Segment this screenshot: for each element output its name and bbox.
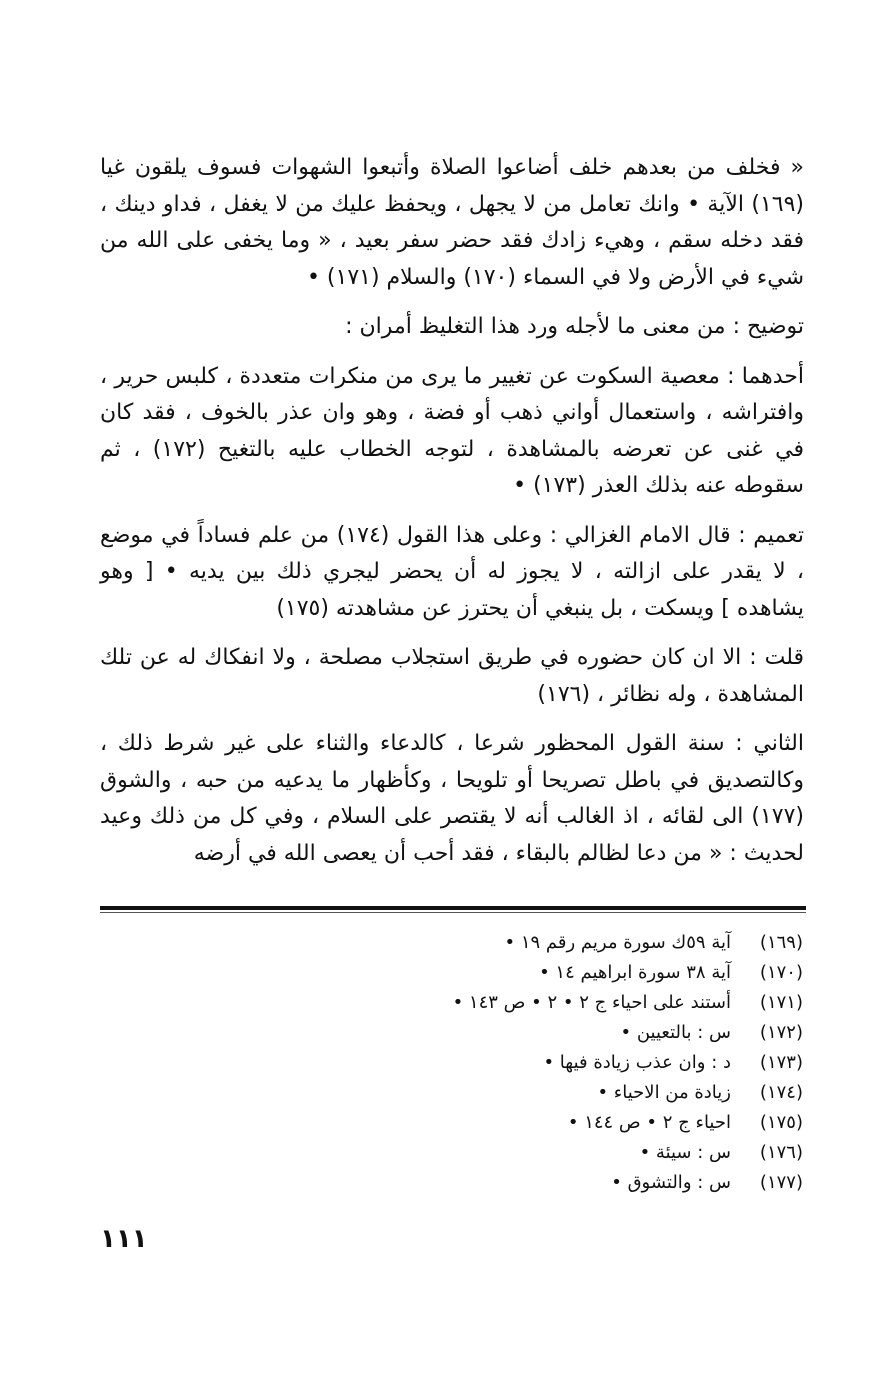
- footnote: [180, 1018, 803, 1048]
- footnote-text: س : والتشوق •: [611, 1172, 731, 1193]
- paragraph: توضيح : من معنى ما لأجله ورد هذا التغليظ أمران :: [345, 314, 804, 339]
- footnote-number: (١٧٤): [759, 1082, 803, 1103]
- paragraph: تعميم : قال الامام الغزالي : وعلى هذا القول (١٧٤) من علم فساداً في موضع ، لا يقدر على ازالته ، لا يجوز له أن يحضر ليجري ذلك بين يديه • [ وهو يشاهده ] ويسكت ، بل ينبغي أن يحترز عن مشاهدته (١٧٥): [100, 522, 805, 621]
- footnote-number: (١٧٦): [759, 1142, 803, 1163]
- paragraph: قلت : الا ان كان حضوره في طريق استجلاب مصلحة ، ولا انفكاك له عن تلك المشاهدة ، وله نظائر ، (١٧٦): [100, 645, 804, 707]
- footnote-number: (١٦٩): [759, 932, 803, 953]
- footnote-number: (١٧٣): [759, 1052, 803, 1073]
- paragraph: « فخلف من بعدهم خلف أضاعوا الصلاة وأتبعوا الشهوات فسوف يلقون غيا (١٦٩) الآية • وانك تعامل من لا يجهل ، ويحفظ عليك من لا يغفل ، فداو دينك ، فقد دخله سقم ، وهيء زادك فقد حضر سفر بعيد ، « وما يخفى على الله من شيء في الأرض ولا في السماء (١٧٠) والسلام (١٧١) •: [100, 155, 804, 290]
- footnote: [180, 958, 803, 988]
- footnote: [180, 928, 803, 958]
- footnote: [180, 988, 803, 1018]
- footnote: [180, 1138, 803, 1168]
- footnote-text: آية ٣٨ سورة ابراهيم ١٤ •: [539, 962, 731, 983]
- footnote: [180, 1078, 803, 1108]
- footnote-text: س : سيئة •: [639, 1142, 731, 1163]
- footnote: [180, 1168, 803, 1198]
- paragraph: الثاني : سنة القول المحظور شرعا ، كالدعاء والثناء على غير شرط ذلك ، وكالتصديق في باطل تصريحا أو تلويحا ، وكأظهار ما يدعيه من حبه ، والشوق (١٧٧) الى لقائه ، اذ الغالب أنه لا يقتصر على السلام ، وفي كل من ذلك وعيد لحديث : « من دعا لظالم بالبقاء ، فقد أحب أن يعصى الله في أرضه: [100, 731, 804, 866]
- footnote: [180, 1108, 803, 1138]
- paragraph: أحدهما : معصية السكوت عن تغيير ما يرى من منكرات متعددة ، كلبس حرير ، وافتراشه ، واستعمال أواني ذهب أو فضة ، وهو وان عذر بالخوف ، فقد كان في غنى عن تعرضه بالمشاهدة ، لتوجه الخطاب عليه بالتغيح (١٧٢) ، ثم سقوطه عنه بذلك العذر (١٧٣) •: [100, 363, 804, 498]
- footnote-text: زيادة من الاحياء •: [597, 1082, 731, 1103]
- footnote-number: (١٧١): [759, 992, 803, 1013]
- page-number: ١١١: [100, 1224, 148, 1254]
- footnote-number: (١٧٢): [759, 1022, 803, 1043]
- footnote-divider: [100, 906, 806, 910]
- footnotes-list: [180, 928, 803, 1198]
- footnote: [180, 1048, 803, 1078]
- footnote-text: احياء ج ٢ • ص ١٤٤ •: [567, 1112, 731, 1133]
- footnote-divider-thin: [100, 912, 806, 913]
- main-text: [100, 150, 804, 885]
- footnote-text: أستند على احياء ج ٢ • ٢ • ص ١٤٣ •: [452, 992, 731, 1013]
- footnote-number: (١٧٧): [759, 1172, 803, 1193]
- footnote-text: س : بالتعيين •: [620, 1022, 731, 1043]
- footnote-text: د : وان عذب زيادة فيها •: [543, 1052, 731, 1073]
- footnote-number: (١٧٠): [759, 962, 803, 983]
- footnote-number: (١٧٥): [759, 1112, 803, 1133]
- footnote-text: آية ٥٩ك سورة مريم رقم ١٩ •: [504, 932, 731, 953]
